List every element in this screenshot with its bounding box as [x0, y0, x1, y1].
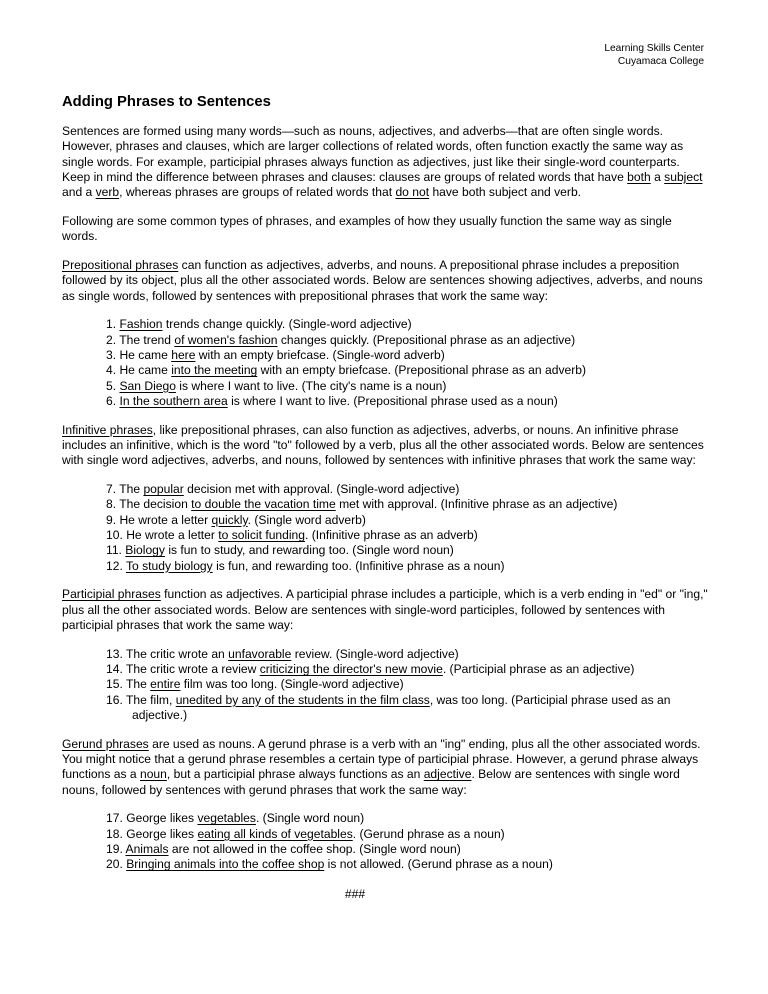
list-item: 20. Bringing animals into the coffee shop is not allowed. (Gerund phrase as a noun) — [106, 857, 553, 872]
intro-paragraph: Sentences are formed using many words—such as nouns, adjectives, and adverbs—that are often single words. However, phrases and clauses, which are larger collections of related words, often function exactly the same way as single words. For example, participial phrases always function as adjectives, just like their single-word counterparts. Keep in mind the difference between phrases and clauses: clauses are groups of related words that have both a subject and a verb, whereas phrases are groups of related words that do not have both subject and verb. — [62, 124, 703, 200]
list-item-continuation: adjective.) — [132, 708, 188, 722]
list-item: 15. The entire film was too long. (Single-word adjective) — [106, 677, 404, 692]
end-mark: ### — [344, 886, 366, 901]
list-item: 18. George likes eating all kinds of vegetables. (Gerund phrase as a noun) — [106, 826, 505, 841]
list-item: 2. The trend of women's fashion changes quickly. (Prepositional phrase as an adjective) — [106, 332, 576, 347]
document-body — [62, 124, 708, 902]
list-item: 16. The film, unedited by any of the students in the film class, was too long. (Participial phrase used as an adjective.) — [106, 693, 708, 724]
list-item: 1. Fashion trends change quickly. (Single-word adjective) — [106, 317, 412, 332]
participial-description: Participial phrases function as adjectives. A participial phrase includes a participle, which is a verb ending in "ed" or "ing," plus all the other associated words. Below are sentences with single-word participles, followed by sentences with participial phrases that work the same way: — [62, 587, 708, 633]
infinitive-description: Infinitive phrases, like prepositional phrases, can also function as adjectives, adverbs, or nouns. An infinitive phrase includes an infinitive, which is the word "to" followed by a verb, plus all the other associated words. Below are sentences with single word adjectives, adverbs, and nouns, followed by sentences with infinitive phrases that work the same way: — [62, 422, 704, 468]
list-item: 13. The critic wrote an unfavorable review. (Single-word adjective) — [106, 646, 459, 661]
prepositional-description: Prepositional phrases can function as adjectives, adverbs, and nouns. A prepositional phrase includes a preposition followed by its object, plus all the other associated words. Below are sentences showing adjectives, adverbs, and nouns as single words, followed by sentences with prepositional phrases that work the same way: — [62, 258, 703, 303]
list-item: 14. The critic wrote a review criticizing the director's new movie. (Participial phrase as an adjective) — [106, 662, 635, 677]
header-line-1: Learning Skills Center — [604, 43, 704, 54]
header-line-2: Cuyamaca College — [617, 56, 704, 67]
list-item: 11. Biology is fun to study, and rewarding too. (Single word noun) — [106, 543, 454, 558]
gerund-examples — [62, 811, 708, 872]
list-item: 10. He wrote a letter to solicit funding. (Infinitive phrase as an adverb) — [106, 528, 478, 543]
list-item: 17. George likes vegetables. (Single word noun) — [106, 811, 365, 826]
list-item: 5. San Diego is where I want to live. (The city's name is a noun) — [106, 378, 447, 393]
list-item: 4. He came into the meeting with an empty briefcase. (Prepositional phrase as an adverb) — [106, 363, 586, 378]
list-item: 3. He came here with an empty briefcase. (Single-word adverb) — [106, 348, 445, 363]
list-item: 6. In the southern area is where I want to live. (Prepositional phrase used as a noun) — [106, 393, 558, 408]
list-item: 7. The popular decision met with approval. (Single-word adjective) — [106, 482, 460, 497]
gerund-description: Gerund phrases are used as nouns. A gerund phrase is a verb with an "ing" ending, plus all the other associated words. You might notice that a gerund phrase resembles a certain type of participial phrase. However, a gerund phrase always functions as a noun, but a participial phrase always functions as an adjective. Below are sentences with single word nouns, followed by sentences with gerund phrases that work the same way: — [62, 736, 701, 797]
list-item: 8. The decision to double the vacation time met with approval. (Infinitive phrase as an adjective) — [106, 497, 618, 512]
prepositional-examples — [62, 317, 708, 409]
infinitive-examples — [62, 482, 708, 574]
header — [604, 42, 704, 68]
list-item: 19. Animals are not allowed in the coffee shop. (Single word noun) — [106, 842, 461, 857]
participial-examples — [62, 647, 708, 723]
page-title: Adding Phrases to Sentences — [62, 94, 271, 110]
list-item: 12. To study biology is fun, and rewarding too. (Infinitive phrase as a noun) — [106, 558, 505, 573]
intro-paragraph-2: Following are some common types of phrases, and examples of how they usually function the same way as single words. — [62, 213, 672, 244]
list-item: 9. He wrote a letter quickly. (Single word adverb) — [106, 512, 366, 527]
